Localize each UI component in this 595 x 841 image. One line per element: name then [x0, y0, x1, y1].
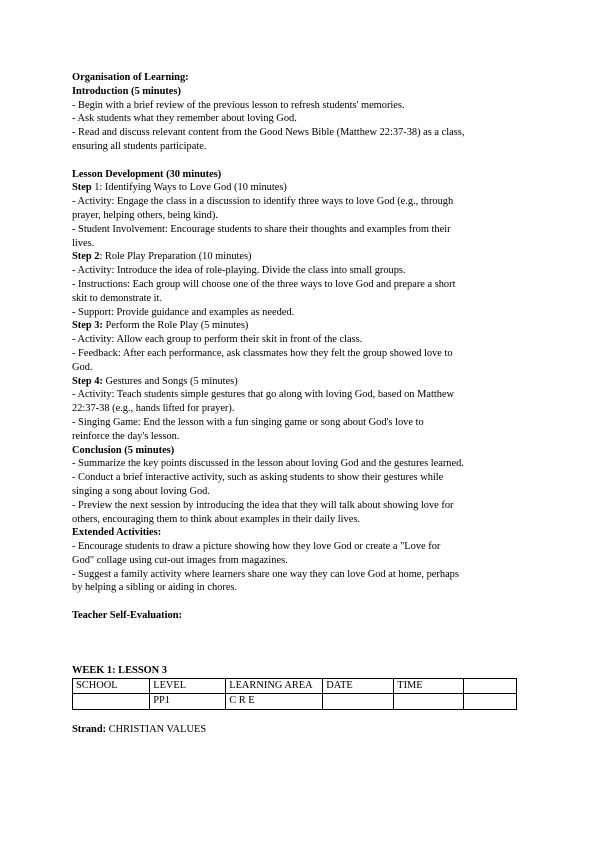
intro-line: - Read and discuss relevant content from the Good News Bible (Matthew 22:37-38) as a class, [72, 127, 465, 139]
step-1-title [72, 181, 532, 195]
intro-line: - Ask students what they remember about loving God. [72, 113, 297, 125]
table-header-cell: DATE [323, 678, 394, 694]
table-header-cell: LEVEL [150, 678, 226, 694]
table-header-cell: LEARNING AREA [226, 678, 323, 694]
step-3-label: Step 3: [72, 320, 103, 332]
step-2-label: Step 2 [72, 251, 100, 263]
table-header-cell: TIME [394, 678, 464, 694]
step-3-title [72, 319, 532, 333]
step-1-line: lives. [72, 237, 95, 249]
table-cell [464, 694, 517, 710]
step-2-line: skit to demonstrate it. [72, 292, 163, 304]
intro-line: - Begin with a brief review of the previous lesson to refresh students' memories. [72, 99, 405, 111]
step-2-title [72, 250, 532, 264]
step-4-line: 22:37-38 (e.g., hands lifted for prayer). [72, 403, 235, 415]
spacer [72, 154, 532, 168]
step-3-line: God. [72, 361, 93, 373]
table-header-cell [464, 678, 517, 694]
document-page [72, 71, 532, 737]
teacher-self-evaluation-heading: Teacher Self-Evaluation: [72, 610, 182, 622]
step-4-label: Step 4: [72, 375, 103, 387]
table-row [73, 694, 517, 710]
lesson-info-table [72, 678, 517, 710]
conclusion-line: - Preview the next session by introducing the idea that they will talk about showing love for [72, 499, 454, 511]
week-lesson-heading: WEEK 1: LESSON 3 [72, 664, 167, 676]
step-1-line: - Student Involvement: Encourage students to share their thoughts and examples from their [72, 223, 451, 235]
step-3-text: Perform the Role Play (5 minutes) [102, 320, 249, 332]
extended-line: - Suggest a family activity where learners share one way they can love God at home, perhaps [72, 568, 459, 580]
spacer [72, 710, 532, 724]
step-2-line: - Activity: Introduce the idea of role-playing. Divide the class into small groups. [72, 265, 406, 277]
introduction-heading: Introduction (5 minutes) [72, 85, 181, 97]
step-2-line: - Instructions: Each group will choose one of the three ways to love God and prepare a short [72, 278, 456, 290]
conclusion-line: others, encouraging them to think about examples in their daily lives. [72, 513, 360, 525]
strand-label: Strand: [72, 724, 107, 736]
spacer [72, 623, 532, 664]
conclusion-line: singing a song about loving God. [72, 485, 210, 497]
step-4-line: - Activity: Teach students simple gestures that go along with loving God, based on Matthew [72, 389, 455, 401]
lesson-development-heading: Lesson Development (30 minutes) [72, 168, 222, 180]
step-4-line: reinforce the day's lesson. [72, 430, 180, 442]
step-3-line: - Feedback: After each performance, ask classmates how they felt the group showed love to [72, 347, 453, 359]
extended-line: by helping a sibling or aiding in chores. [72, 582, 238, 594]
extended-line: God" collage using cut-out images from magazines. [72, 554, 288, 566]
strand-value: CHRISTIAN VALUES [106, 724, 207, 736]
spacer [72, 595, 532, 609]
step-2-text: : Role Play Preparation (10 minutes) [99, 251, 252, 263]
extended-activities-heading: Extended Activities: [72, 527, 162, 539]
table-cell [323, 694, 394, 710]
step-1-line: - Activity: Engage the class in a discussion to identify three ways to love God (e.g., through [72, 196, 454, 208]
extended-line: - Encourage students to draw a picture showing how they love God or create a "Love for [72, 541, 441, 553]
step-1-line: prayer, helping others, being kind). [72, 209, 218, 221]
table-cell: C R E [226, 694, 323, 710]
step-2-line: - Support: Provide guidance and examples as needed. [72, 306, 295, 318]
intro-line: ensuring all students participate. [72, 140, 207, 152]
conclusion-line: - Summarize the key points discussed in the lesson about loving God and the gestures learned. [72, 458, 464, 470]
table-header-row [73, 678, 517, 694]
table-cell: PP1 [150, 694, 226, 710]
conclusion-heading: Conclusion (5 minutes) [72, 444, 175, 456]
step-4-text: Gestures and Songs (5 minutes) [102, 375, 238, 387]
strand-line [72, 723, 532, 737]
step-1-label: Step [72, 182, 92, 194]
organisation-heading: Organisation of Learning: [72, 72, 189, 83]
step-1-text: 1: Identifying Ways to Love God (10 minutes) [91, 182, 287, 194]
conclusion-line: - Conduct a brief interactive activity, such as asking students to show their gestures while [72, 472, 444, 484]
table-cell [73, 694, 150, 710]
step-4-title [72, 375, 532, 389]
step-3-line: - Activity: Allow each group to perform their skit in front of the class. [72, 334, 363, 346]
table-cell [394, 694, 464, 710]
table-header-cell: SCHOOL [73, 678, 150, 694]
step-4-line: - Singing Game: End the lesson with a fun singing game or song about God's love to [72, 416, 424, 428]
